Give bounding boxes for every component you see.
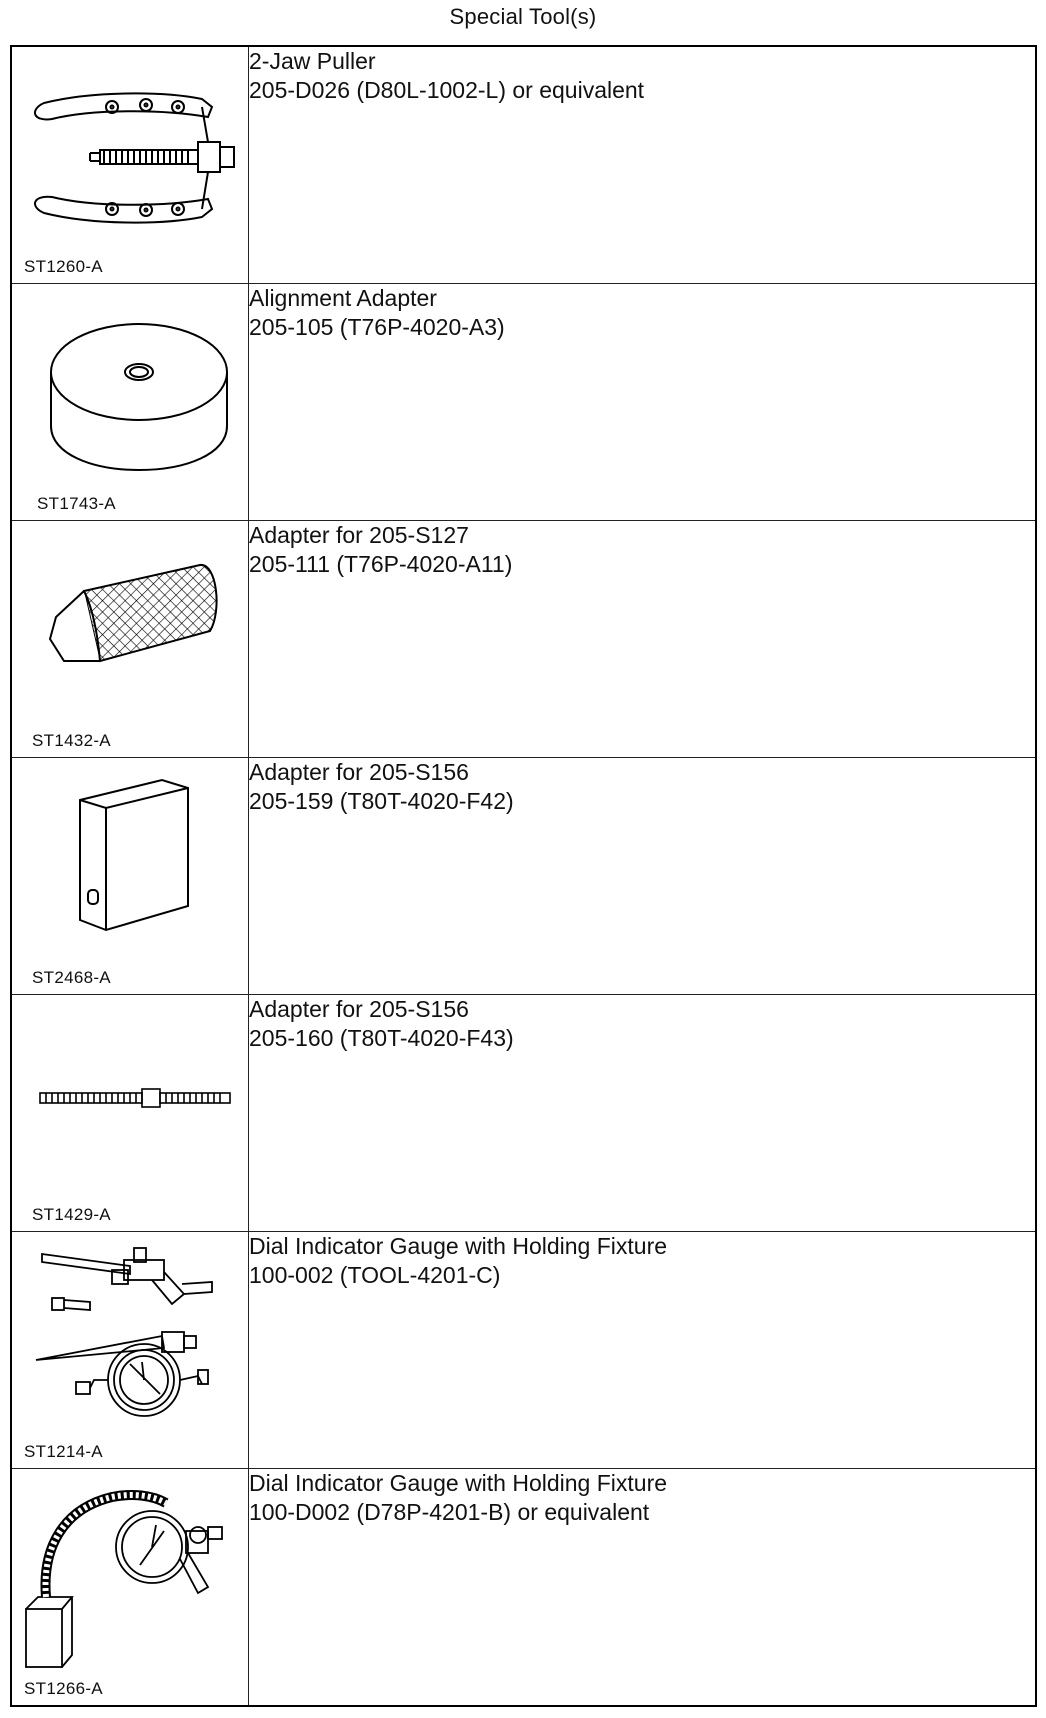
block-adapter-icon [12, 758, 248, 994]
tool-row [11, 46, 1036, 284]
tool-image-cell [11, 1469, 249, 1707]
tool-name: Adapter for 205-S127 [249, 522, 469, 548]
tool-image-cell [11, 995, 249, 1232]
tool-part-number: 205-105 (T76P-4020-A3) [249, 314, 505, 340]
tool-code: ST1260-A [24, 257, 103, 276]
tool-description-cell [249, 1469, 1037, 1707]
tool-description-cell [249, 995, 1037, 1232]
tool-image-cell [11, 1232, 249, 1469]
dial-indicator-magnetic-base-icon [12, 1469, 248, 1705]
alignment-adapter-icon [12, 284, 248, 520]
tool-name: Dial Indicator Gauge with Holding Fixture [249, 1470, 668, 1496]
tool-description-cell [249, 1232, 1037, 1469]
tool-row [11, 1469, 1036, 1707]
tool-image-cell [11, 46, 249, 284]
page-title: Special Tool(s) [449, 4, 597, 29]
tool-description-cell [249, 46, 1037, 284]
tool-description-cell [249, 758, 1037, 995]
tool-name: 2-Jaw Puller [249, 48, 376, 74]
tool-code: ST1214-A [24, 1442, 103, 1461]
tool-row [11, 758, 1036, 995]
tool-part-number: 205-111 (T76P-4020-A11) [249, 551, 513, 577]
tool-description-cell [249, 521, 1037, 758]
tool-code: ST1266-A [24, 1679, 103, 1698]
tool-name: Adapter for 205-S156 [249, 759, 469, 785]
two-jaw-puller-icon [12, 47, 248, 283]
tool-row [11, 1232, 1036, 1469]
tool-row [11, 284, 1036, 521]
tool-part-number: 100-D002 (D78P-4201-B) or equivalent [249, 1499, 650, 1525]
tool-row [11, 521, 1036, 758]
tool-part-number: 205-D026 (D80L-1002-L) or equivalent [249, 77, 645, 103]
tool-code: ST1432-A [32, 731, 111, 750]
tool-code: ST2468-A [32, 968, 111, 987]
tool-name: Adapter for 205-S156 [249, 996, 469, 1022]
tool-description-cell [249, 284, 1037, 521]
tool-code: ST1429-A [32, 1205, 111, 1224]
tool-image-cell [11, 284, 249, 521]
tool-image-cell [11, 758, 249, 995]
tool-name: Alignment Adapter [249, 285, 437, 311]
tool-part-number: 100-002 (TOOL-4201-C) [249, 1262, 501, 1288]
tool-image-cell [11, 521, 249, 758]
tool-row [11, 995, 1036, 1232]
tool-part-number: 205-159 (T80T-4020-F42) [249, 788, 514, 814]
tool-part-number: 205-160 (T80T-4020-F43) [249, 1025, 514, 1051]
tool-code: ST1743-A [37, 494, 116, 513]
dial-indicator-fixture-icon [12, 1232, 248, 1468]
threaded-rod-icon [12, 995, 248, 1231]
special-tools-table [10, 45, 1037, 1707]
knurled-adapter-icon [12, 521, 248, 757]
tool-name: Dial Indicator Gauge with Holding Fixture [249, 1233, 668, 1259]
